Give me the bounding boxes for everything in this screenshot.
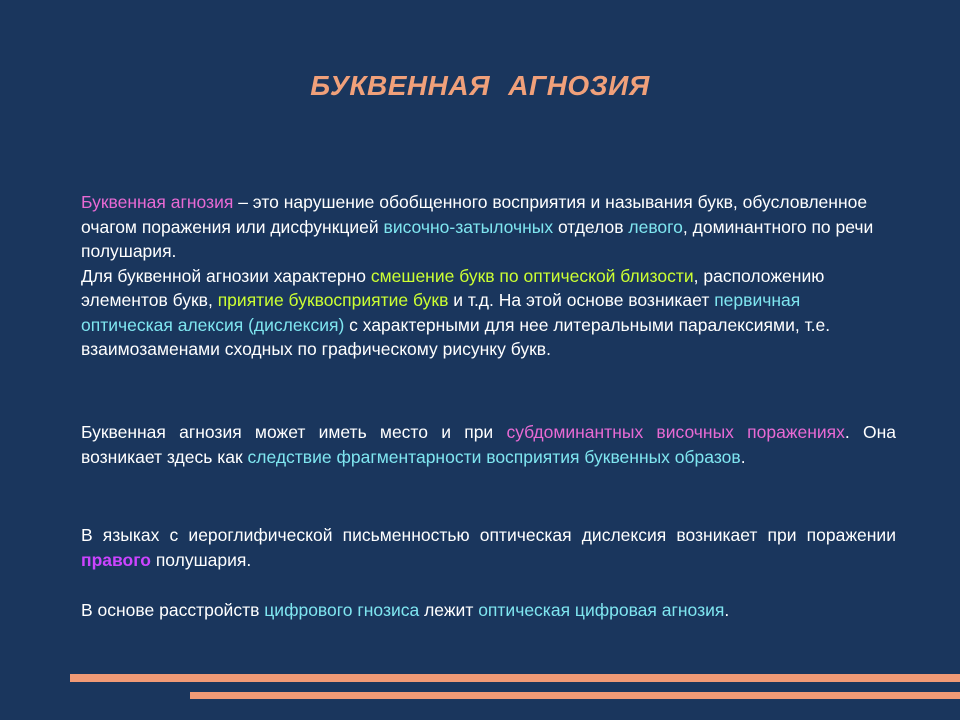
text-segment: . Она возникает здесь как bbox=[81, 422, 897, 467]
accent-bar-lower bbox=[190, 692, 960, 699]
text-segment: В языках с иероглифической письменностью оптическая дислексия возникает при поражении bbox=[81, 525, 896, 545]
term-optical-mixing: смешение букв по оптической близости bbox=[370, 265, 694, 286]
text-segment: , расположению элементов букв, bbox=[81, 265, 825, 310]
text-segment: . bbox=[724, 600, 730, 620]
term-letter-agnosia: Буквенная агнозия bbox=[81, 192, 234, 212]
accent-bar-upper bbox=[70, 674, 960, 682]
text-segment: с характерными для нее литеральными паралексиями, т.е. взаимозаменами сходных по графическому рисунку букв. bbox=[81, 314, 831, 359]
text-segment: отделов bbox=[553, 216, 629, 237]
text-segment: Для буквенной агнозии характерно bbox=[81, 265, 371, 286]
term-fragmentary-perception: следствие фрагментарности восприятия буквенных образов bbox=[247, 446, 741, 467]
text-segment: В основе расстройств bbox=[81, 600, 265, 620]
term-digital-gnosis: цифрового гнозиса bbox=[264, 600, 420, 620]
paragraph-subdominant bbox=[81, 420, 896, 469]
term-digital-agnosia: оптическая цифровая агнозия bbox=[478, 600, 725, 620]
text-segment: Буквенная агнозия может иметь место и при bbox=[81, 422, 507, 442]
definition-block bbox=[81, 190, 896, 362]
term-primary-alexia: первичная оптическая алексия (дислексия) bbox=[81, 290, 801, 335]
text-segment: . bbox=[740, 446, 746, 467]
paragraph-definition bbox=[81, 190, 896, 264]
term-letter-perception: приятие буквосприятие букв bbox=[217, 290, 449, 310]
term-subdominant-lesions: субдоминантных височных поражениях bbox=[506, 422, 845, 442]
slide-title: БУКВЕННАЯ АГНОЗИЯ bbox=[310, 70, 650, 101]
term-temporo-occipital: височно-затылочных bbox=[383, 216, 554, 237]
paragraph-digital bbox=[81, 598, 896, 623]
paragraph-characteristics bbox=[81, 264, 896, 362]
text-segment: полушария. bbox=[150, 549, 252, 570]
text-segment: – это нарушение обобщенного восприятия и называния букв, обусловленное очагом поражения или дисфункцией bbox=[81, 192, 868, 237]
term-right: правого bbox=[81, 549, 151, 570]
text-segment: , доминантного по речи полушария. bbox=[81, 216, 874, 261]
text-segment: лежит bbox=[419, 600, 479, 620]
term-left: левого bbox=[628, 216, 683, 237]
text-segment: и т.д. На этой основе возникает bbox=[448, 290, 715, 310]
paragraph-hieroglyphic bbox=[81, 523, 896, 572]
